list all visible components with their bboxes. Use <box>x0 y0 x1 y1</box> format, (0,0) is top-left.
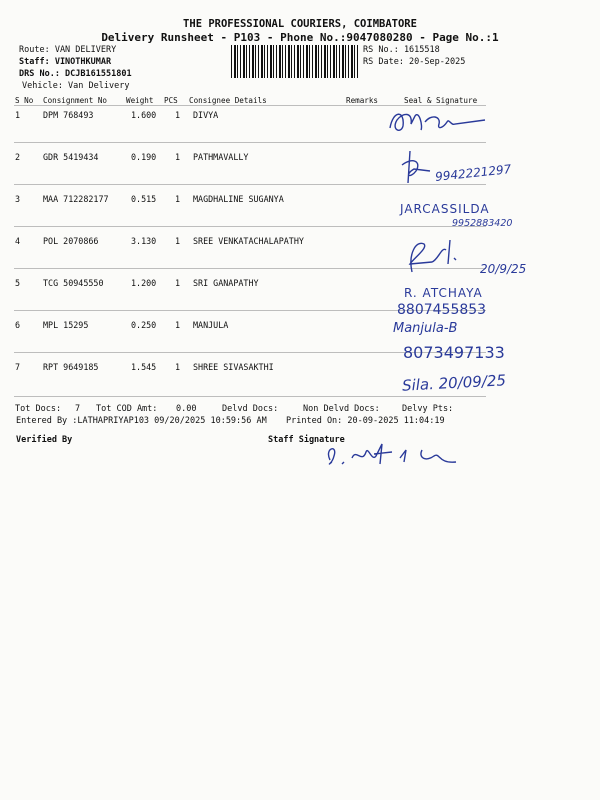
rs-date: RS Date: 20-Sep-2025 <box>363 57 466 67</box>
row1-consignee: DIVYA <box>193 110 219 120</box>
row3-pcs: 1 <box>175 194 181 204</box>
row4-pcs: 1 <box>175 236 181 246</box>
row1-consignment: DPM 768493 <box>43 110 94 120</box>
barcode-image <box>231 45 358 78</box>
col-consignment: Consignment No <box>43 96 108 105</box>
tot-docs-value: 7 <box>75 404 81 414</box>
row7-pcs: 1 <box>175 362 181 372</box>
row4-sno: 4 <box>15 236 21 246</box>
row5-consignment: TCG 50945550 <box>43 278 104 288</box>
row7-sno: 7 <box>15 362 21 372</box>
row6-consignment: MPL 15295 <box>43 320 89 330</box>
row2-sno: 2 <box>15 152 21 162</box>
row7-weight: 1.545 <box>131 362 157 372</box>
row1-weight: 1.600 <box>131 110 157 120</box>
row3-weight: 0.515 <box>131 194 157 204</box>
row2-pcs: 1 <box>175 152 181 162</box>
row7-consignee: SHREE SIVASAKTHI <box>193 362 274 372</box>
row5-name: R. ATCHAYA <box>404 286 483 300</box>
verified-by-label: Verified By <box>16 435 73 445</box>
vehicle-label: Vehicle: Van Delivery <box>22 81 130 91</box>
printed-on: Printed On: 20-09-2025 11:04:19 <box>286 416 445 426</box>
row6-sno: 6 <box>15 320 21 330</box>
row3-consignment: MAA 712282177 <box>43 194 109 204</box>
row5-weight: 1.200 <box>131 278 157 288</box>
row1-signature <box>385 108 495 142</box>
col-sno: S No <box>15 96 34 105</box>
drs-number: DRS No.: DCJB161551801 <box>19 69 132 79</box>
row4-date: 20/9/25 <box>480 262 527 276</box>
entered-by: Entered By :LATHAPRIYAP103 09/20/2025 10:59:56 AM <box>16 416 267 426</box>
row7-signature: Sila. 20/09/25 <box>401 371 507 395</box>
row-rule <box>14 142 486 143</box>
row7-consignment: RPT 9649185 <box>43 362 99 372</box>
row1-sno: 1 <box>15 110 21 120</box>
row3-consignee: MAGDHALINE SUGANYA <box>193 194 284 204</box>
staff-signature-label: Staff Signature <box>268 435 345 445</box>
row4-weight: 3.130 <box>131 236 157 246</box>
cod-value: 0.00 <box>176 404 197 414</box>
row2-consignment: GDR 5419434 <box>43 152 99 162</box>
row2-weight: 0.190 <box>131 152 157 162</box>
row6-phone: 8073497133 <box>403 343 505 362</box>
rs-number: RS No.: 1615518 <box>363 45 440 55</box>
row-rule <box>14 226 486 227</box>
row2-signature <box>396 147 436 191</box>
staff-signature <box>322 438 462 472</box>
row1-pcs: 1 <box>175 110 181 120</box>
row5-pcs: 1 <box>175 278 181 288</box>
row2-consignee: PATHMAVALLY <box>193 152 249 162</box>
row5-consignee: SRI GANAPATHY <box>193 278 259 288</box>
row5-phone: 8807455853 <box>397 302 487 318</box>
company-name: THE PROFESSIONAL COURIERS, COIMBATORE <box>183 18 417 30</box>
row6-name: Manjula-B <box>393 321 458 336</box>
row6-consignee: MANJULA <box>193 320 229 330</box>
col-consignee: Consignee Details <box>189 96 267 105</box>
route-label: Route: VAN DELIVERY <box>19 45 117 55</box>
row6-pcs: 1 <box>175 320 181 330</box>
row6-weight: 0.250 <box>131 320 157 330</box>
row-rule <box>14 396 486 397</box>
row4-consignment: POL 2070866 <box>43 236 99 246</box>
tot-docs-label: Tot Docs: <box>15 404 62 414</box>
row5-sno: 5 <box>15 278 21 288</box>
row4-consignee: SREE VENKATACHALAPATHY <box>193 236 304 246</box>
col-weight: Weight <box>126 96 154 105</box>
cod-label: Tot COD Amt: <box>96 404 158 414</box>
row4-signature <box>402 234 472 278</box>
col-seal: Seal & Signature <box>404 96 478 105</box>
non-delvd-docs-label: Non Delvd Docs: <box>303 404 380 414</box>
row3-sno: 3 <box>15 194 21 204</box>
row2-phone: 9942221297 <box>434 162 512 184</box>
col-pcs: PCS <box>164 96 178 105</box>
row3-phone: 9952883420 <box>452 218 513 229</box>
delvy-pts-label: Delvy Pts: <box>402 404 454 414</box>
runsheet-title: Delivery Runsheet - P103 - Phone No.:9047080280 - Page No.:1 <box>101 31 499 44</box>
header-rule <box>14 105 486 106</box>
row3-name: JARCASSILDA <box>400 202 490 216</box>
staff-label: Staff: VINOTHKUMAR <box>19 57 112 67</box>
delvd-docs-label: Delvd Docs: <box>222 404 279 414</box>
col-remarks: Remarks <box>346 96 379 105</box>
